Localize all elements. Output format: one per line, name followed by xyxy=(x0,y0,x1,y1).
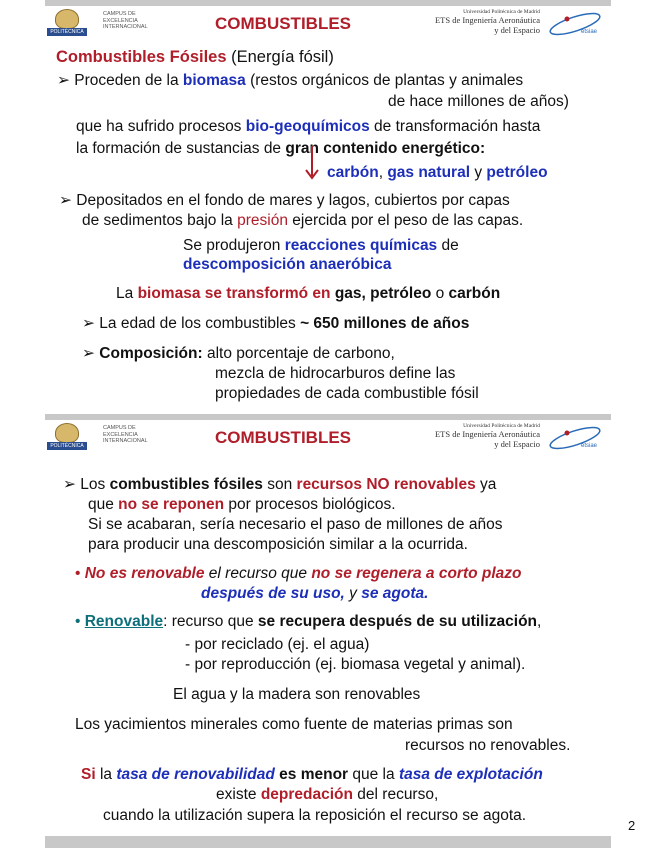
t: ya xyxy=(475,476,497,493)
t: descomposición anaeróbica xyxy=(183,256,392,273)
s2-line-13 xyxy=(81,766,543,784)
t: gas, petróleo xyxy=(330,285,432,302)
t: ➢ Los xyxy=(63,476,110,493)
t: son xyxy=(262,476,297,493)
t: Renovable xyxy=(84,613,164,630)
s1-heading-sub: (Energía fósil) xyxy=(226,48,334,66)
s2-line-6 xyxy=(201,585,428,603)
t: de xyxy=(437,237,459,254)
t: la xyxy=(95,766,117,783)
t: y xyxy=(470,164,487,181)
logo-text: etsiae xyxy=(581,443,598,449)
t: no se reponen xyxy=(118,496,225,513)
s2-line-5 xyxy=(75,565,522,583)
slide-header xyxy=(45,6,611,40)
t: , xyxy=(537,613,542,630)
t: gran contenido energético: xyxy=(285,140,486,157)
t: de sedimentos bajo la xyxy=(82,212,238,229)
school-line-1: ETS de Ingeniería Aeronáutica xyxy=(434,15,540,25)
campus-label: CAMPUS DE EXCELENCIA INTERNACIONAL xyxy=(103,11,148,30)
t: alto porcentaje de carbono, xyxy=(202,345,395,362)
t: , xyxy=(378,164,388,181)
t: gas natural xyxy=(387,164,471,181)
school-line-2: y del Espacio xyxy=(494,24,540,35)
t: que xyxy=(88,496,119,513)
t: Composición: xyxy=(99,345,203,362)
s1-line-6 xyxy=(327,164,548,182)
s1-line-3: de hace millones de años) xyxy=(388,93,569,110)
s2-line-7 xyxy=(75,613,541,631)
t: ejercida por el peso de las capas. xyxy=(287,212,524,229)
t: recursos NO renovables xyxy=(296,476,476,493)
s1-line-14: mezcla de hidrocarburos define las xyxy=(215,365,456,382)
t: Se produjeron xyxy=(183,237,285,254)
s2-line-14 xyxy=(216,786,438,804)
slide-1 xyxy=(45,0,611,405)
s1-heading: Combustibles Fósiles xyxy=(56,48,227,66)
s2-line-9: - por reproducción (ej. biomasa vegetal y animal). xyxy=(185,656,526,673)
s1-line-8 xyxy=(82,212,523,230)
t: o xyxy=(431,285,449,302)
logo-text: etsiae xyxy=(581,29,598,35)
t: ➢ xyxy=(82,345,100,362)
t: tasa de explotación xyxy=(398,766,543,783)
t: bio-geoquímicos xyxy=(245,118,370,135)
page-title: COMBUSTIBLES xyxy=(215,14,351,33)
school-line-1: ETS de Ingeniería Aeronáutica xyxy=(434,429,540,439)
s2-line-8: - por reciclado (ej. el agua) xyxy=(185,636,370,653)
etsiae-logo-icon xyxy=(545,424,605,450)
t: Si xyxy=(81,766,96,783)
campus-label: CAMPUS DE EXCELENCIA INTERNACIONAL xyxy=(103,425,148,444)
t: La xyxy=(116,285,138,302)
s2-line-1 xyxy=(63,476,496,494)
t: que la xyxy=(348,766,399,783)
s2-line-11: Los yacimientos minerales como fuente de materias primas son xyxy=(75,716,513,733)
page-number: 2 xyxy=(628,818,636,833)
t: es menor xyxy=(274,766,349,783)
t: ➢ Proceden de la xyxy=(57,72,183,89)
s1-line-11 xyxy=(116,285,500,303)
t: carbón xyxy=(448,285,501,302)
t: • xyxy=(75,613,85,630)
s1-line-5 xyxy=(76,140,485,158)
t: ➢ La edad de los combustibles xyxy=(82,315,301,332)
t: la formación de sustancias de xyxy=(76,140,286,157)
t: del recurso, xyxy=(352,786,439,803)
s1-line-1 xyxy=(56,48,334,66)
t: biomasa xyxy=(182,72,246,89)
slide-2 xyxy=(45,414,611,834)
t: se agota. xyxy=(361,585,429,602)
s1-line-4 xyxy=(76,118,540,136)
s2-line-12: recursos no renovables. xyxy=(405,737,571,754)
t: y xyxy=(344,585,362,602)
t: ~ 650 millones de años xyxy=(300,315,470,332)
slide-header xyxy=(45,420,611,454)
t: biomasa se transformó en xyxy=(137,285,331,302)
t: combustibles fósiles xyxy=(109,476,263,493)
s1-line-12 xyxy=(82,315,469,333)
t: que ha sufrido procesos xyxy=(76,118,246,135)
s1-line-7: ➢ Depositados en el fondo de mares y lagos, cubiertos por capas xyxy=(59,192,510,209)
etsiae-logo-icon xyxy=(545,10,605,36)
t: petróleo xyxy=(486,164,548,181)
t: (restos orgánicos de plantas y animales xyxy=(245,72,524,89)
t: después de su uso, xyxy=(201,585,345,602)
bottom-bar xyxy=(45,836,611,848)
s2-line-3: Si se acabaran, sería necesario el paso de millones de años xyxy=(88,516,503,533)
school-name xyxy=(400,9,540,35)
t: depredación xyxy=(260,786,353,803)
s1-line-10 xyxy=(183,256,391,274)
t: existe xyxy=(216,786,261,803)
school-line-2: y del Espacio xyxy=(494,438,540,449)
t: No es renovable xyxy=(84,565,205,582)
s2-line-10: El agua y la madera son renovables xyxy=(173,686,421,703)
crest-label: POLITÉCNICA xyxy=(47,442,87,450)
t: reacciones químicas xyxy=(284,237,438,254)
t: presión xyxy=(237,212,288,229)
t: el recurso que xyxy=(204,565,312,582)
s2-line-15: cuando la utilización supera la reposición el recurso se agota. xyxy=(103,807,527,824)
s1-line-15: propiedades de cada combustible fósil xyxy=(215,385,479,402)
t: • xyxy=(75,565,85,582)
s1-line-2 xyxy=(57,72,523,90)
t: de transformación hasta xyxy=(369,118,541,135)
crest-label: POLITÉCNICA xyxy=(47,28,87,36)
s1-line-13 xyxy=(82,345,395,363)
university-crest-icon xyxy=(55,423,79,443)
page-title: COMBUSTIBLES xyxy=(215,428,351,447)
t: : recurso que xyxy=(163,613,258,630)
university-name: Universidad Politécnica de Madrid xyxy=(463,423,540,429)
t: por procesos biológicos. xyxy=(224,496,396,513)
down-arrow-icon xyxy=(303,144,321,184)
s1-line-9 xyxy=(183,237,459,255)
t: tasa de renovabilidad xyxy=(116,766,275,783)
school-name xyxy=(400,423,540,449)
t: se recupera después de su utilización xyxy=(257,613,538,630)
s2-line-4: para producir una descomposición similar a la ocurrida. xyxy=(88,536,468,553)
university-crest-icon xyxy=(55,9,79,29)
s2-line-2 xyxy=(88,496,396,514)
university-name: Universidad Politécnica de Madrid xyxy=(463,9,540,15)
t: carbón xyxy=(327,164,379,181)
t: no se regenera a corto plazo xyxy=(311,565,522,582)
